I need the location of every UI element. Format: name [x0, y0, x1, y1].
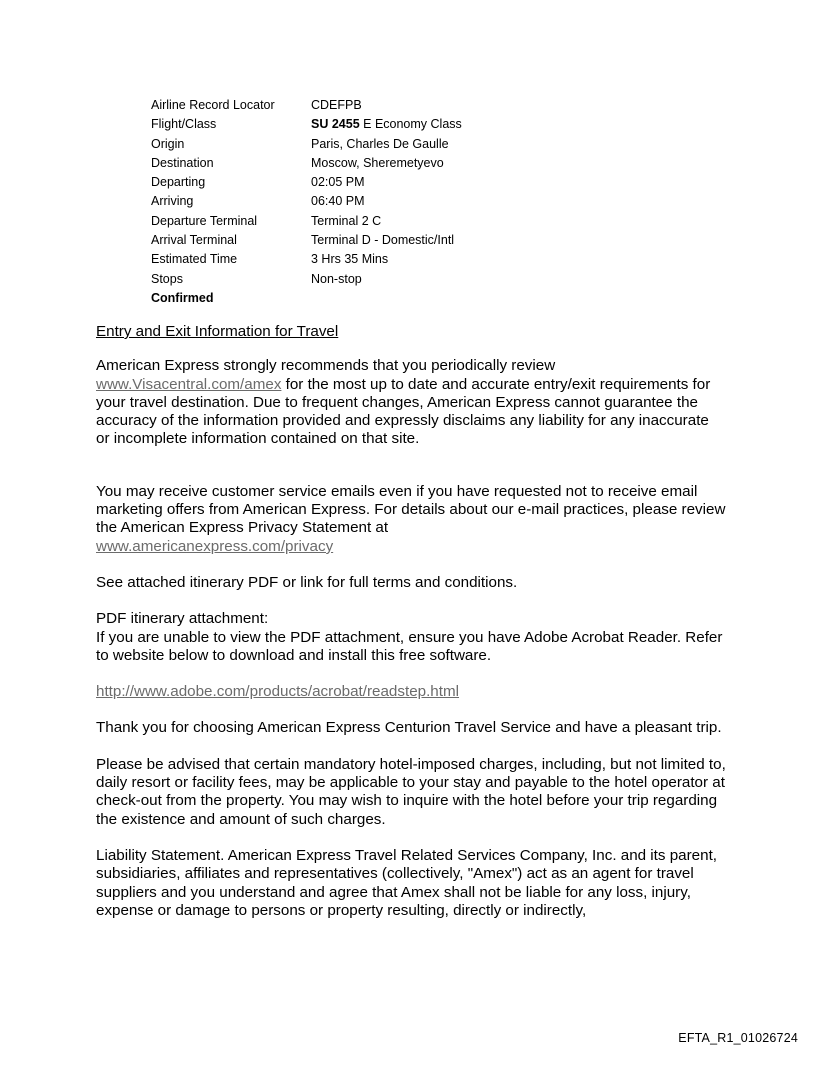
visacentral-link[interactable]: www.Visacentral.com/amex [96, 375, 282, 393]
thank-you-paragraph: Thank you for choosing American Express Centurion Travel Service and have a pleasant trip. [96, 719, 722, 737]
field-value: 06:40 PM [311, 194, 365, 209]
flight-row-status [151, 289, 462, 308]
flight-class: E Economy Class [359, 117, 462, 132]
flight-details-table [151, 96, 462, 308]
flight-row-destination [151, 154, 462, 173]
field-value: Terminal 2 C [311, 213, 382, 228]
document-id-footer: EFTA_R1_01026724 [678, 1031, 798, 1045]
liability-paragraph: Liability Statement. American Express Travel Related Services Company, Inc. and its parent, subsidiaries, affiliates and representatives (collectively, "Amex") act as an agent for travel suppliers and you understand and agree that Amex shall not be liable for any loss, injury, expense or damage to persons or property resulting, directly or indirectly, [96, 846, 718, 919]
field-label: Stops [151, 271, 183, 286]
field-value: Paris, Charles De Gaulle [311, 136, 449, 151]
entry-exit-text: for the most up to date and accurate entry/exit requirements for your travel destination. Due to frequent changes, American Express cannot guarantee the accuracy of the information provided and expressly disclaims any liability for any inaccurate or incomplete information contained on that site. [96, 375, 711, 448]
field-label: Airline Record Locator [151, 98, 275, 112]
privacy-paragraph [96, 483, 726, 556]
field-label: Origin [151, 136, 185, 151]
field-value: Terminal D - Domestic/Intl [311, 233, 455, 248]
field-value: CDEFPB [311, 98, 362, 112]
field-label: Destination [151, 155, 214, 170]
privacy-text: You may receive customer service emails even if you have requested not to receive email marketing offers from American Express. For details about our e-mail practices, please review the American Express Privacy Statement at [96, 482, 726, 537]
pdf-attachment-paragraph [96, 610, 726, 665]
field-label: Arrival Terminal [151, 233, 237, 248]
adobe-link[interactable]: http://www.adobe.com/products/acrobat/readstep.html [96, 683, 460, 701]
field-value: Non-stop [311, 271, 362, 286]
flight-row-arrival-terminal [151, 231, 462, 250]
entry-exit-heading: Entry and Exit Information for Travel [96, 323, 339, 340]
field-label: Departure Terminal [151, 213, 258, 228]
field-value [311, 115, 462, 134]
status-confirmed: Confirmed [151, 290, 214, 305]
entry-exit-paragraph [96, 357, 726, 448]
pdf-attachment-text: If you are unable to view the PDF attachment, ensure you have Adobe Acrobat Reader. Refer to website below to download and install this free software. [96, 628, 723, 664]
flight-row-estimated-time [151, 250, 462, 269]
entry-exit-text-intro: American Express strongly recommends that you periodically review [96, 357, 556, 375]
flight-row-arriving [151, 192, 462, 211]
field-value: Moscow, Sheremetyevo [311, 155, 444, 170]
attached-itinerary-note: See attached itinerary PDF or link for full terms and conditions. [96, 573, 518, 591]
flight-row-stops [151, 270, 462, 289]
pdf-attachment-title: PDF itinerary attachment: [96, 610, 269, 628]
flight-row-departing [151, 173, 462, 192]
hotel-charges-paragraph: Please be advised that certain mandatory hotel-imposed charges, including, but not limited to, daily resort or facility fees, may be applicable to your stay and payable to the hotel operator at check-out from the property. You may wish to inquire with the hotel before your trip regarding the existence and amount of such charges. [96, 755, 726, 828]
field-value: 02:05 PM [311, 175, 365, 190]
flight-row-origin [151, 135, 462, 154]
field-label: Arriving [151, 194, 194, 209]
field-label: Departing [151, 175, 206, 190]
flight-row-record-locator [151, 96, 462, 115]
field-label: Flight/Class [151, 117, 217, 132]
flight-number: SU 2455 [311, 117, 360, 132]
privacy-link[interactable]: www.americanexpress.com/privacy [96, 537, 334, 555]
flight-row-departure-terminal [151, 212, 462, 231]
flight-row-flight-class [151, 115, 462, 134]
document-body [96, 323, 726, 920]
field-value: 3 Hrs 35 Mins [311, 252, 389, 267]
field-label: Estimated Time [151, 252, 238, 267]
